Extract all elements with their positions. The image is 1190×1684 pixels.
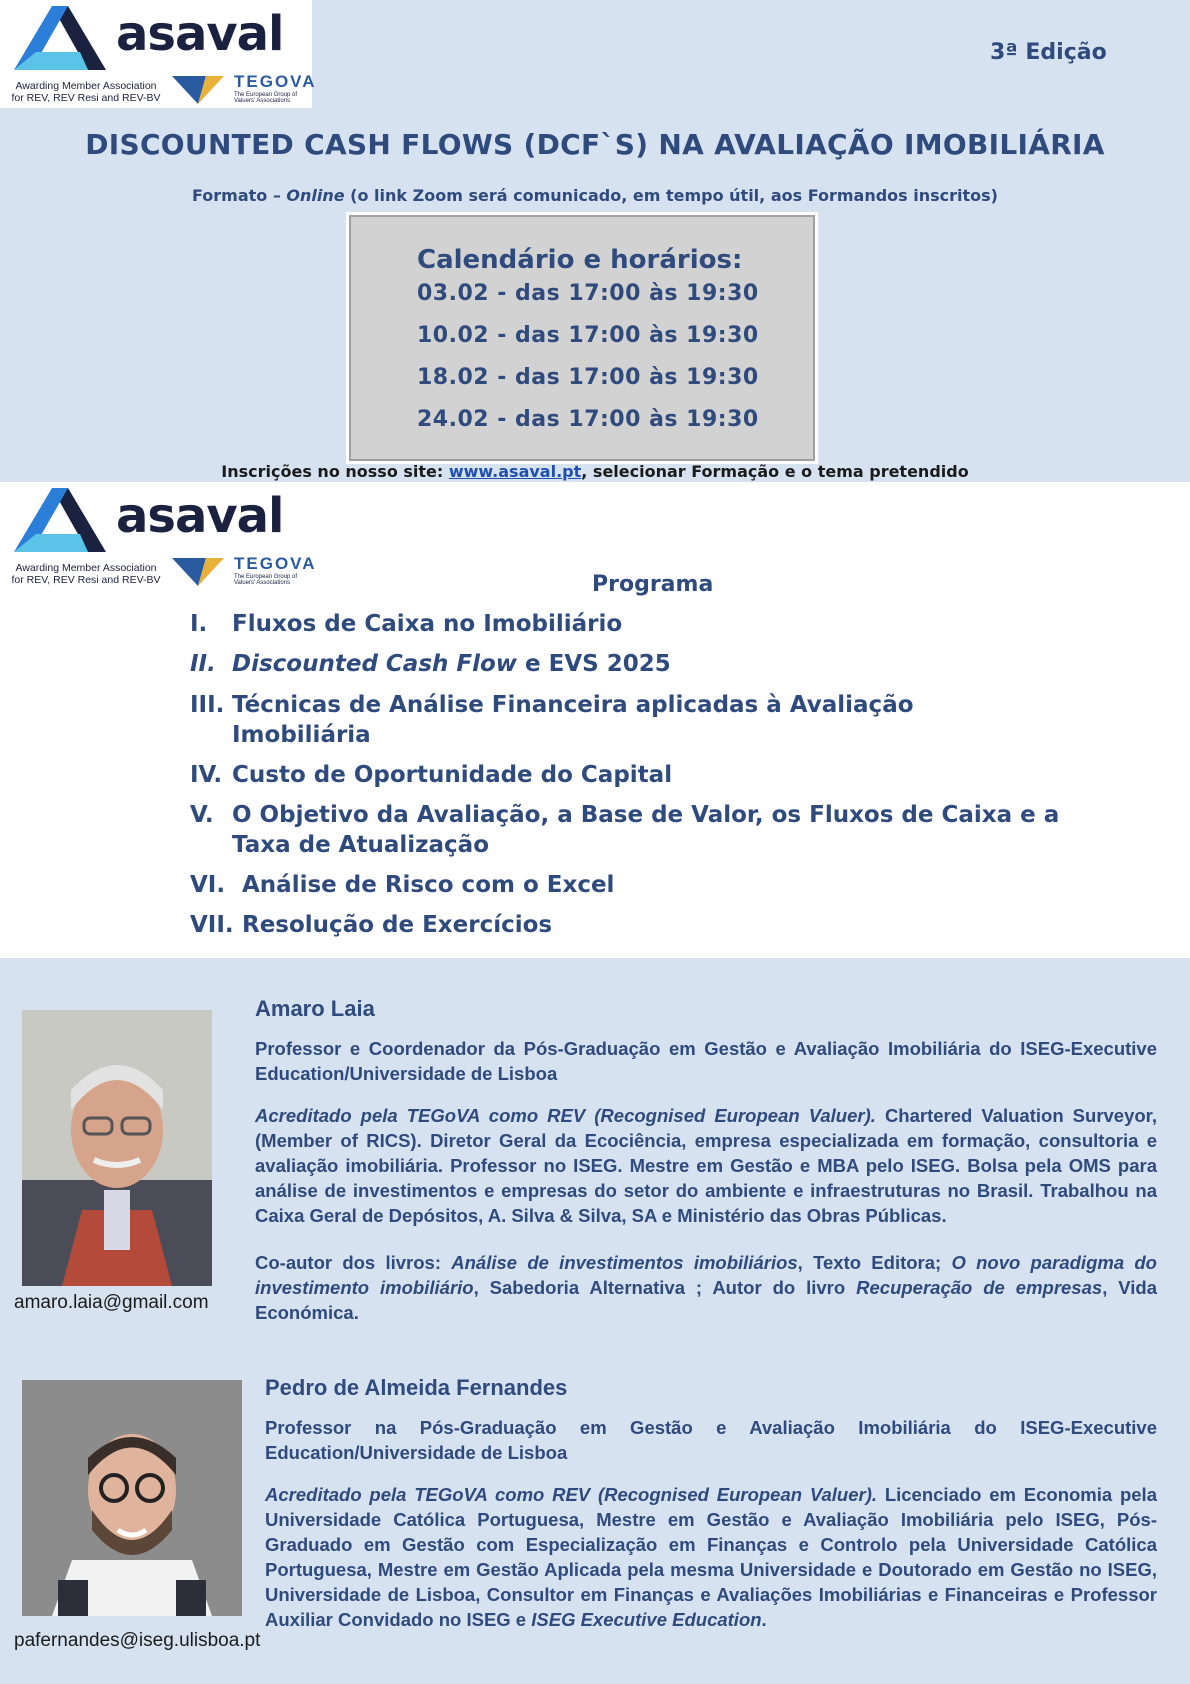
programa-item: VI. Análise de Risco com o Excel bbox=[190, 872, 615, 898]
tegova-text: TEGOVA bbox=[234, 72, 317, 91]
programa-title: Programa bbox=[592, 572, 714, 597]
tegova-subtext: The European Group of Valuers' Associations bbox=[234, 92, 298, 104]
format-line: Formato – Online (o link Zoom será comunicado, em tempo útil, aos Formandos inscritos) bbox=[191, 186, 998, 205]
programa-item: V. O Objetivo da Avaliação, a Base de Valor, os Fluxos de Caixa e a Taxa de Atualização bbox=[190, 802, 1060, 858]
speaker-email[interactable]: amaro.laia@gmail.com bbox=[14, 1292, 209, 1313]
speaker-email[interactable]: pafernandes@iseg.ulisboa.pt bbox=[14, 1630, 261, 1651]
speaker-books: Co-autor dos livros: Análise de investimentos imobiliários, Texto Editora; O novo paradigma do investimento imobiliário, Sabedoria Alternativa ; Autor do livro Recuperação de empresas, Vida Económica. bbox=[255, 1252, 1157, 1323]
asaval-logo-icon bbox=[6, 486, 116, 558]
tegova-text: TEGOVA bbox=[234, 554, 317, 573]
speaker-name: Amaro Laia bbox=[255, 996, 375, 1021]
calendar-box bbox=[346, 212, 818, 464]
programa-item: IV. Custo de Oportunidade do Capital bbox=[190, 762, 673, 788]
asaval-logo-icon bbox=[6, 4, 116, 76]
calendar-session: 03.02 - das 17:00 às 19:30 bbox=[417, 281, 759, 306]
speaker-role: Professor na Pós-Graduação em Gestão e Avaliação Imobiliária do ISEG-Executive Education/Universidade de Lisboa bbox=[265, 1417, 1157, 1463]
asaval-logo bbox=[0, 0, 317, 108]
asaval-link[interactable]: www.asaval.pt bbox=[448, 462, 582, 481]
speaker-portrait-icon bbox=[22, 1380, 242, 1616]
speaker-bio: Acreditado pela TEGoVA como REV (Recognised European Valuer). Licenciado em Economia pela Universidade Católica Portuguesa, Mestre em Gestão e Avaliação Imobiliária pelo ISEG, Pós-Graduado em Gestão com Especialização em Finanças e Controlo pela Universidade Católica Portuguesa, Mestre em Gestão Aplicada pela mesma Universidade e Doutorado em Gestão no ISEG, Universidade de Lisboa, Consultor em Finanças e Avaliações Imobiliárias e Financeiras e Professor Auxiliar Convidado no ISEG e ISEG Executive Education. bbox=[265, 1484, 1157, 1630]
speaker-role: Professor e Coordenador da Pós-Graduação em Gestão e Avaliação Imobiliária do ISEG-Executive Education/Universidade de Lisboa bbox=[255, 1038, 1157, 1084]
calendar-session: 24.02 - das 17:00 às 19:30 bbox=[417, 407, 759, 432]
calendar-session: 18.02 - das 17:00 às 19:30 bbox=[417, 365, 759, 390]
asaval-wordmark: asaval bbox=[116, 6, 284, 62]
tegova-logo-icon bbox=[172, 74, 224, 106]
asaval-logo bbox=[0, 482, 317, 590]
speaker-bio: Acreditado pela TEGoVA como REV (Recognised European Valuer). Chartered Valuation Surveyor, (Member of RICS). Diretor Geral da Ecociência, empresa especializada em formação, consultoria e avaliação imobiliária. Professor no ISEG. Mestre em Gestão e MBA pelo ISEG. Bolsa pela OMS para análise de investimentos e empresas do setor do ambiente e infraestruturas no Brasil. Trabalhou na Caixa Geral de Depósitos, A. Silva & Silva, SA e Ministério das Obras Públicas. bbox=[255, 1105, 1158, 1226]
award-text: Awarding Member Association for REV, REV Resi and REV-BV bbox=[11, 562, 161, 586]
speaker-photo bbox=[22, 1010, 212, 1286]
calendar-session: 10.02 - das 17:00 às 19:30 bbox=[417, 323, 759, 348]
speaker-portrait-icon bbox=[22, 1010, 212, 1286]
programa-item: III. Técnicas de Análise Financeira aplicadas à Avaliação Imobiliária bbox=[190, 692, 914, 748]
edition-label: 3ª Edição bbox=[990, 40, 1107, 65]
speaker-photo bbox=[22, 1380, 242, 1616]
programa-item: VII. Resolução de Exercícios bbox=[190, 912, 553, 938]
page-title: DISCOUNTED CASH FLOWS (DCF`S) NA AVALIAÇÃO IMOBILIÁRIA bbox=[85, 128, 1105, 161]
programa-item: I. Fluxos de Caixa no Imobiliário bbox=[190, 611, 623, 637]
speaker-name: Pedro de Almeida Fernandes bbox=[265, 1375, 568, 1400]
programa-item: II. Discounted Cash Flow e EVS 2025 bbox=[190, 651, 671, 677]
asaval-wordmark: asaval bbox=[116, 488, 284, 544]
award-text: Awarding Member Association for REV, REV Resi and REV-BV bbox=[11, 80, 161, 104]
signup-line: Inscrições no nosso site: www.asaval.pt, selecionar Formação e o tema pretendido bbox=[221, 462, 969, 481]
tegova-subtext: The European Group of Valuers' Associations bbox=[234, 574, 298, 586]
calendar-title: Calendário e horários: bbox=[417, 245, 743, 275]
tegova-logo-icon bbox=[172, 556, 224, 588]
